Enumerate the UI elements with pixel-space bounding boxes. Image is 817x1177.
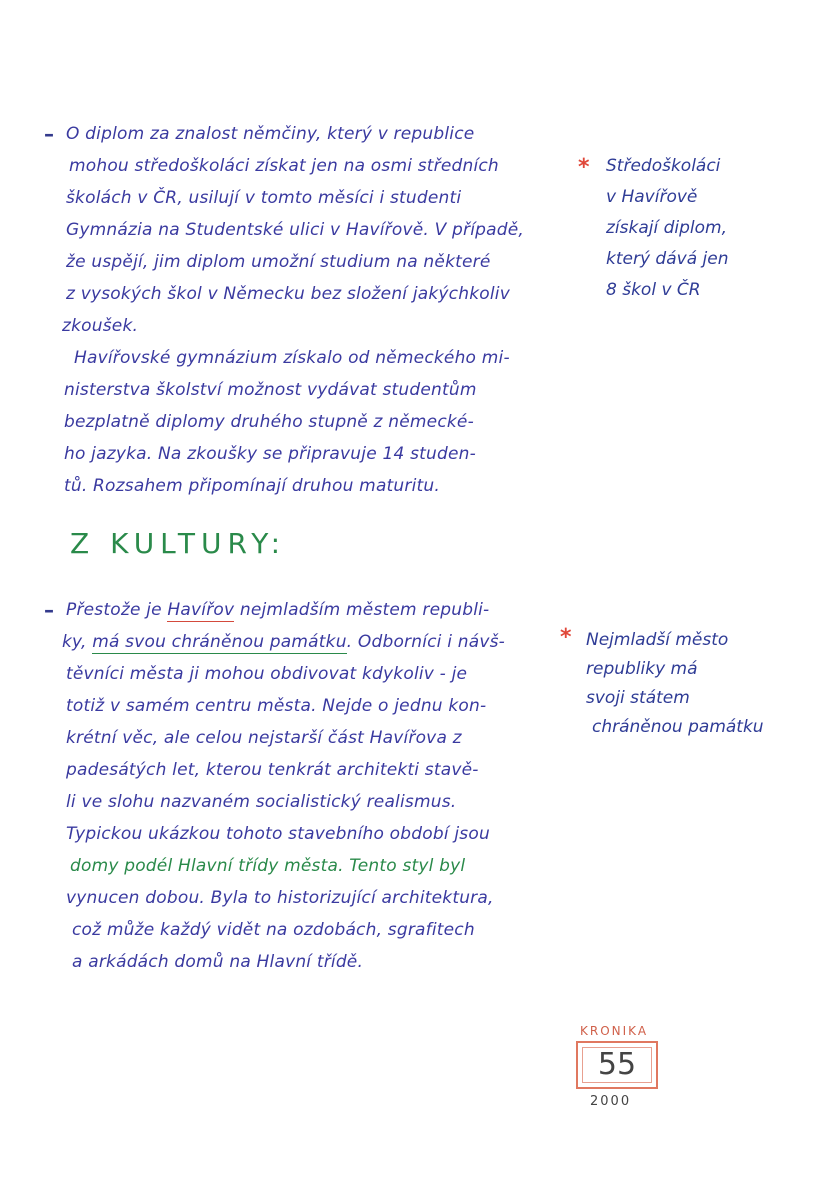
text-line: totiž v samém centru města. Nejde o jednu kon- <box>66 696 487 716</box>
asterisk-marker: * <box>560 625 572 650</box>
text-fragment: . Odborníci i návš- <box>346 632 505 652</box>
text-fragment: nejmladším městem republi- <box>234 600 490 620</box>
text-line: domy podél Hlavní třídy města. Tento styl byl <box>70 856 466 876</box>
stamp-year: 2000 <box>590 1094 632 1109</box>
note-line: získají diplom, <box>606 218 728 238</box>
text-line: z vysokých škol v Německu bez složení jakýchkoliv <box>66 284 510 304</box>
text-line: školách v ČR, usilují v tomto měsíci i studenti <box>66 188 462 208</box>
note-line: který dává jen <box>606 249 729 269</box>
text-fragment: Přestože je <box>66 600 168 620</box>
text-line <box>62 632 505 652</box>
text-line: což může každý vidět na ozdobách, sgrafitech <box>72 920 475 940</box>
note-line: republiky má <box>586 659 698 679</box>
text-line: bezplatně diplomy druhého stupně z německé- <box>64 412 474 432</box>
note-line: 8 škol v ČR <box>606 280 701 300</box>
note-line: chráněnou památku <box>592 717 764 737</box>
note-line: Středoškoláci <box>606 156 721 176</box>
page-number-stamp <box>576 1041 658 1089</box>
text-line: O diplom za znalost němčiny, který v republice <box>66 124 475 144</box>
section-culture <box>62 600 556 972</box>
margin-note-monument <box>586 630 811 750</box>
text-line: Gymnázia na Studentské ulici v Havířově. V případě, <box>66 220 524 240</box>
text-line: krétní věc, ale celou nejstarší část Havířova z <box>66 728 462 748</box>
text-line: zkoušek. <box>62 316 139 336</box>
text-line: padesátých let, kterou tenkrát architekti stavě- <box>66 760 479 780</box>
text-line <box>66 600 489 620</box>
text-line: že uspějí, jim diplom umožní studium na některé <box>66 252 491 272</box>
text-line: těvníci města ji mohou obdivovat kdykoliv - je <box>66 664 468 684</box>
text-line: li ve slohu nazvaném socialistický realismus. <box>66 792 457 812</box>
text-line: ho jazyka. Na zkoušky se připravuje 14 studen- <box>64 444 476 464</box>
note-line: svoji státem <box>586 688 690 708</box>
text-line: tů. Rozsahem připomínají druhou maturitu. <box>64 476 440 496</box>
margin-note-diploma <box>606 156 806 306</box>
text-fragment: ky, <box>62 632 93 652</box>
note-line: Nejmladší město <box>586 630 729 650</box>
page-number: 55 <box>597 1047 637 1082</box>
text-line: Havířovské gymnázium získalo od německého mi- <box>74 348 510 368</box>
text-line: a arkádách domů na Hlavní třídě. <box>72 952 364 972</box>
text-line: Typickou ukázkou tohoto stavebního období jsou <box>66 824 490 844</box>
section-german-diploma <box>62 124 556 504</box>
underlined-havirov: Havířov <box>167 600 235 620</box>
text-line: vynucen dobou. Byla to historizující architektura, <box>66 888 494 908</box>
stamp-chronicle-label: KRONIKA <box>580 1024 649 1038</box>
asterisk-marker: * <box>578 155 590 180</box>
section-heading: Z KULTURY: <box>70 527 287 560</box>
note-line: v Havířově <box>606 187 698 207</box>
text-line: mohou středoškoláci získat jen na osmi středních <box>69 156 499 176</box>
text-line: nisterstva školství možnost vydávat studentům <box>64 380 477 400</box>
bullet-dash: – <box>44 598 54 622</box>
underlined-protected-monument: má svou chráněnou památku <box>92 632 347 652</box>
bullet-dash: – <box>44 122 54 146</box>
